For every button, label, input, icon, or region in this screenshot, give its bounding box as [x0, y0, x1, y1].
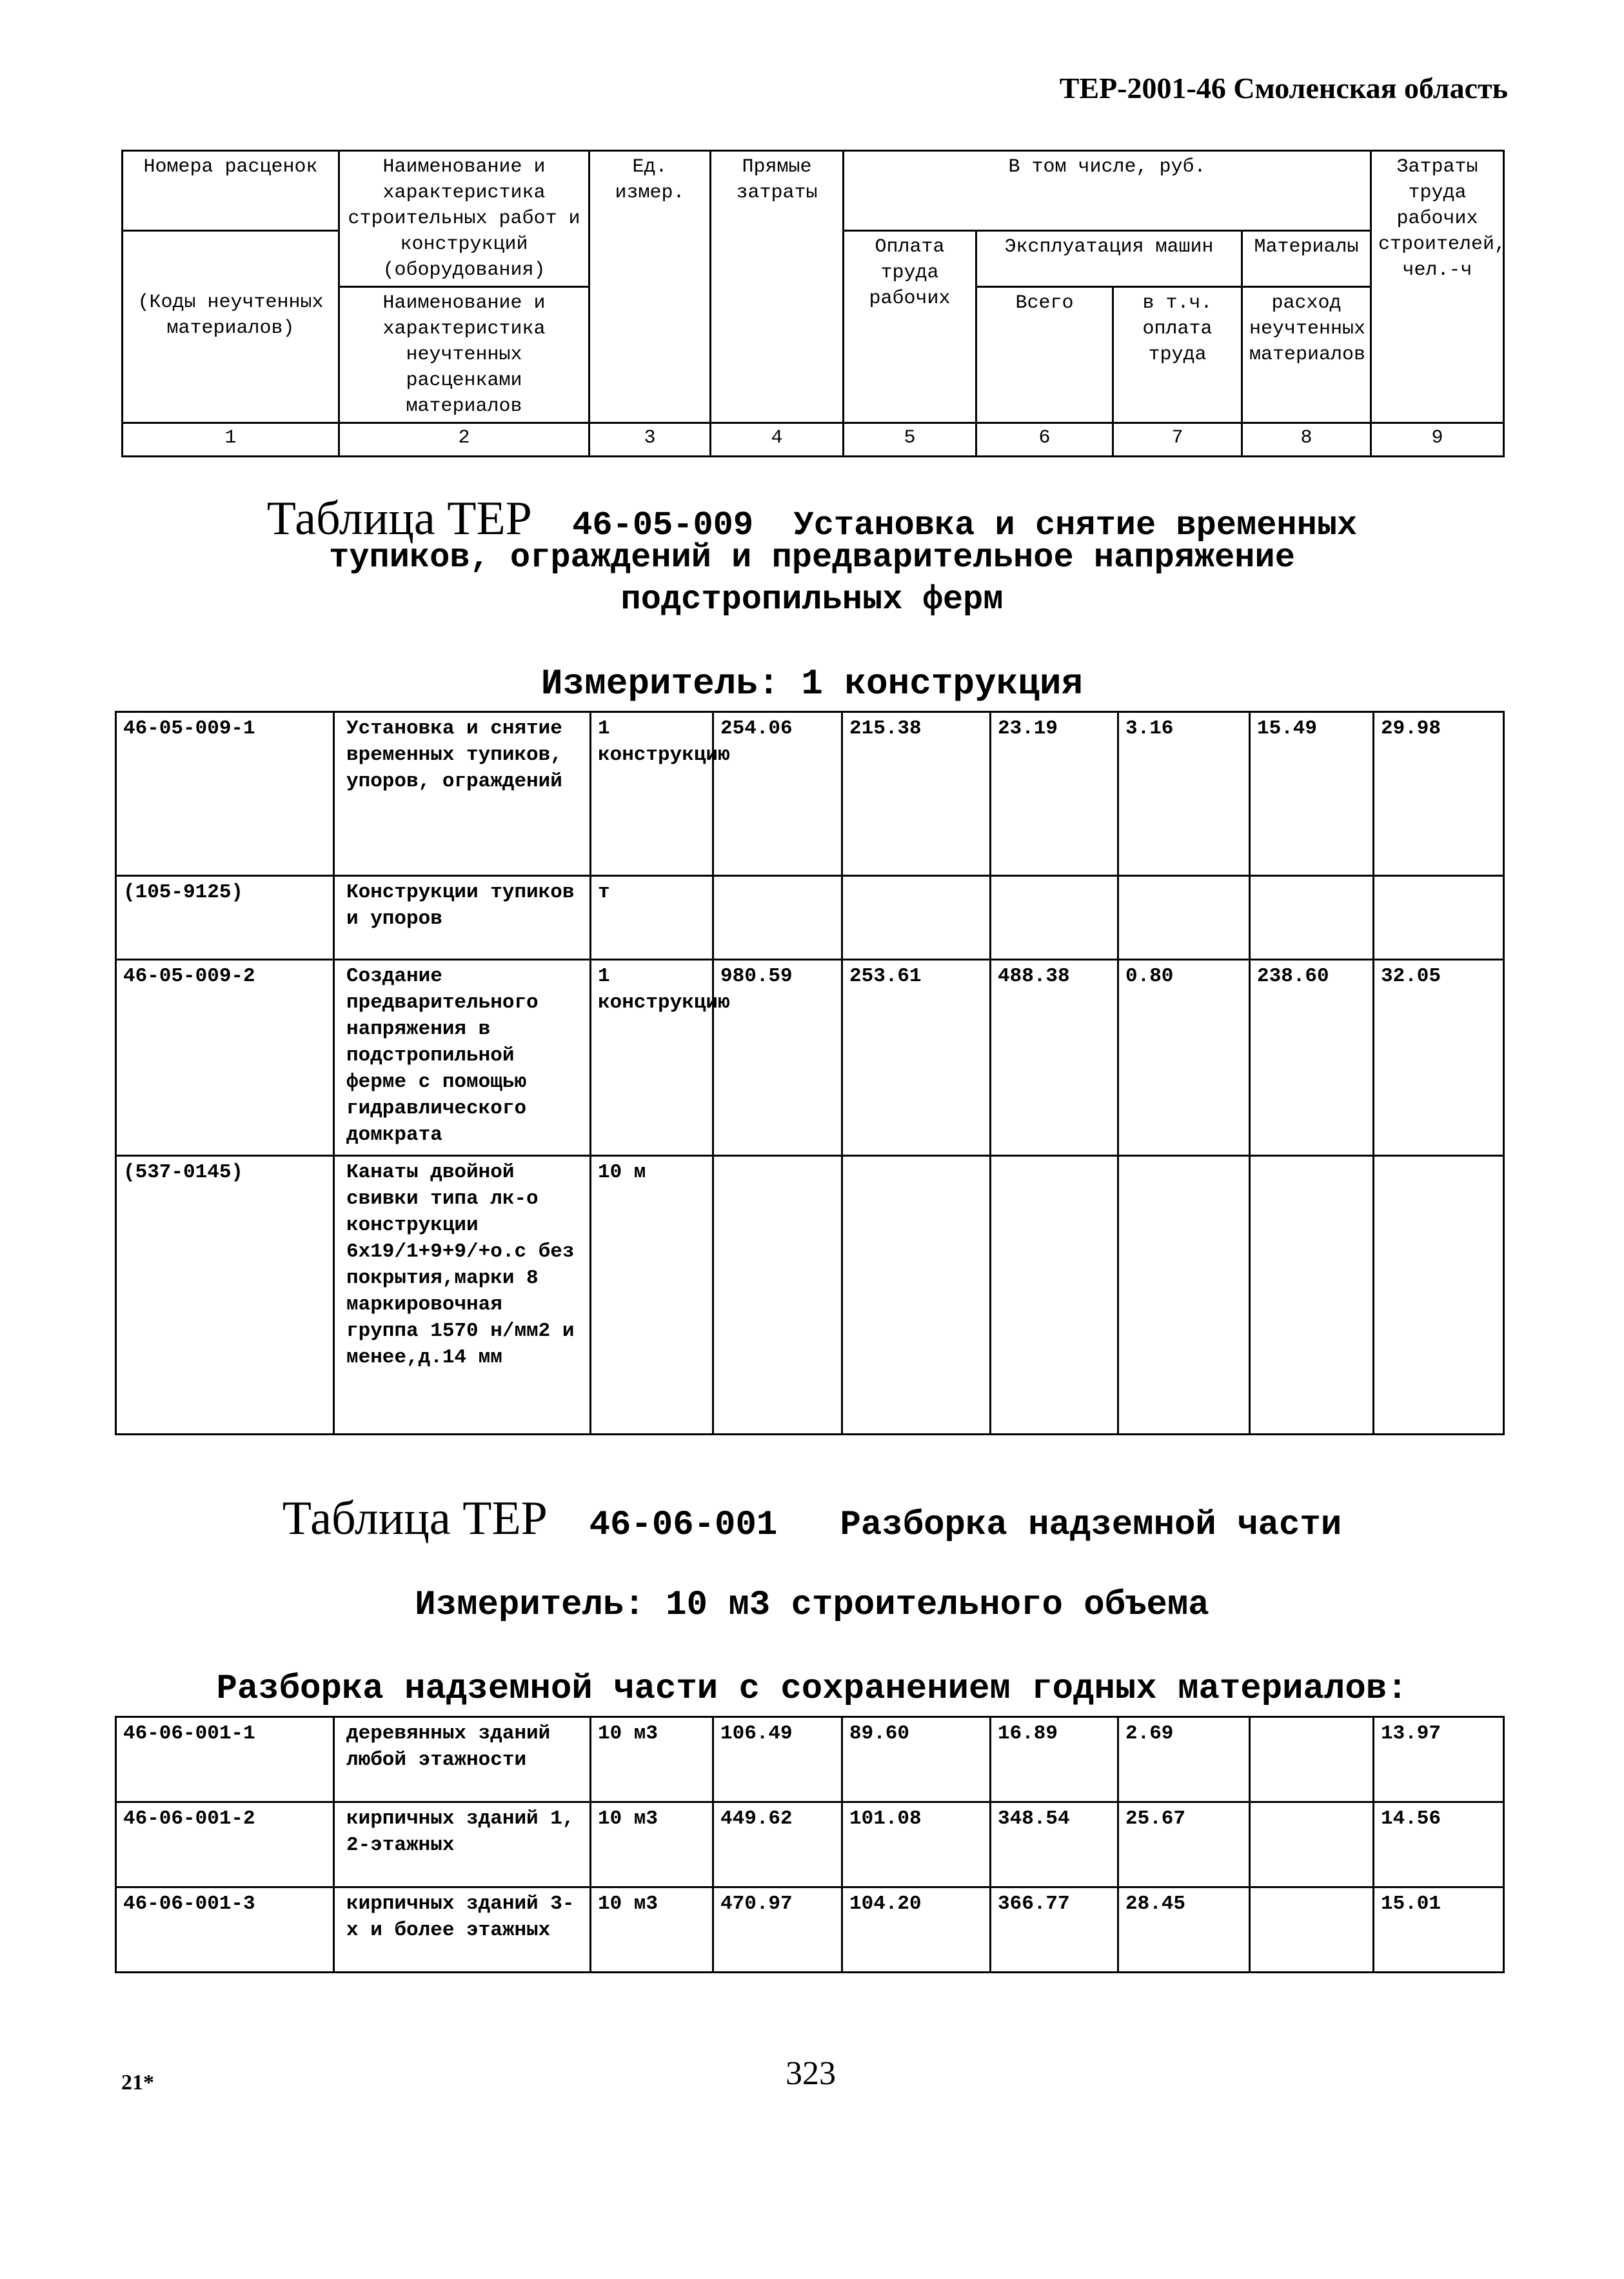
- header-materials: Материалы: [1242, 231, 1371, 287]
- table-row: [116, 1802, 1504, 1887]
- table1-meter: Измеритель: 1 конструкция: [540, 663, 1084, 704]
- column-number: 4: [711, 423, 844, 457]
- machines-total: 348.54: [991, 1802, 1118, 1887]
- table-row: [116, 1887, 1504, 1973]
- labor-pay: 101.08: [842, 1802, 991, 1887]
- machines-total: 23.19: [991, 712, 1118, 876]
- labor-pay: [842, 876, 991, 960]
- direct-cost: [713, 1156, 842, 1435]
- work-name: Установка и снятие временных тупиков, упоров, ограждений: [334, 712, 591, 876]
- column-number: 5: [844, 423, 976, 457]
- material-name: Канаты двойной свивки типа лк-о конструкции 6х19/1+9+9/+о.с без покрытия,марки 8 маркировочная группа 1570 н/мм2 и менее,д.14 мм: [334, 1156, 591, 1435]
- header-material-names: Наименование и характеристика неучтенных расценками материалов: [339, 287, 589, 423]
- header-labor-hours: Затраты труда рабочих строителей, чел.-ч: [1371, 151, 1504, 423]
- table2-title-text: Разборка надземной части: [840, 1506, 1342, 1545]
- machines-total: [991, 876, 1118, 960]
- labor-pay: 104.20: [842, 1887, 991, 1973]
- direct-cost: 470.97: [713, 1887, 842, 1973]
- materials: [1250, 876, 1374, 960]
- unit: 1 конструкцию: [591, 960, 713, 1156]
- machines-labor: 0.80: [1118, 960, 1250, 1156]
- material-code: (105-9125): [116, 876, 334, 960]
- work-name: Создание предварительного напряжения в подстропильной ферме с помощью гидравлического домкрата: [334, 960, 591, 1156]
- materials: [1250, 1156, 1374, 1435]
- header-material-codes: (Коды неучтенных материалов): [123, 287, 339, 423]
- machines-labor: [1118, 1156, 1250, 1435]
- page-number: 323: [786, 2055, 836, 2092]
- direct-cost: 980.59: [713, 960, 842, 1156]
- material-code: (537-0145): [116, 1156, 334, 1435]
- labor-hours: 32.05: [1374, 960, 1504, 1156]
- materials: 238.60: [1250, 960, 1374, 1156]
- footer-signature-mark: 21*: [121, 2071, 154, 2095]
- machines-total: 16.89: [991, 1717, 1118, 1802]
- labor-hours: 14.56: [1374, 1802, 1504, 1887]
- labor-hours: 15.01: [1374, 1887, 1504, 1973]
- materials: [1250, 1887, 1374, 1973]
- work-name: кирпичных зданий 1, 2-этажных: [334, 1802, 591, 1887]
- column-number: 3: [589, 423, 711, 457]
- unit: 10 м3: [591, 1887, 713, 1973]
- unit: 1 конструкцию: [591, 712, 713, 876]
- direct-cost: 254.06: [713, 712, 842, 876]
- table2-meter: Измеритель: 10 м3 строительного объема: [415, 1586, 1209, 1625]
- document-header: ТЕР-2001-46 Смоленская область: [1059, 72, 1508, 104]
- table1-prefix: Таблица ТЕР: [266, 492, 532, 545]
- rate-code: 46-06-001-2: [116, 1802, 334, 1887]
- unit: 10 м3: [591, 1802, 713, 1887]
- column-number: 7: [1113, 423, 1242, 457]
- column-header-table: [121, 150, 1505, 457]
- labor-hours: [1374, 876, 1504, 960]
- labor-pay: [842, 1156, 991, 1435]
- direct-cost: 449.62: [713, 1802, 842, 1887]
- direct-cost: [713, 876, 842, 960]
- materials: 15.49: [1250, 712, 1374, 876]
- machines-labor: [1118, 876, 1250, 960]
- materials: [1250, 1717, 1374, 1802]
- unit: 10 м: [591, 1156, 713, 1435]
- machines-labor: 28.45: [1118, 1887, 1250, 1973]
- table1-title-line3: подстропильных ферм: [620, 581, 1004, 619]
- table2-code: 46-06-001: [589, 1506, 778, 1545]
- table-row: [116, 712, 1504, 876]
- header-unit: Ед. измер.: [589, 151, 711, 423]
- work-name: кирпичных зданий 3-х и более этажных: [334, 1887, 591, 1973]
- labor-pay: 253.61: [842, 960, 991, 1156]
- table-row: [116, 1717, 1504, 1802]
- header-rate-number: Номера расценок: [123, 151, 339, 231]
- rates-table-46-06-001: [115, 1716, 1505, 1973]
- table-row: [116, 1156, 1504, 1435]
- unit: 10 м3: [591, 1717, 713, 1802]
- rate-code: 46-05-009-1: [116, 712, 334, 876]
- column-number: 2: [339, 423, 589, 457]
- labor-pay: 215.38: [842, 712, 991, 876]
- table2-title: [0, 1491, 1624, 1546]
- rate-code: 46-05-009-2: [116, 960, 334, 1156]
- unit: т: [591, 876, 713, 960]
- rate-code: 46-06-001-3: [116, 1887, 334, 1973]
- table1-title-line2: тупиков, ограждений и предварительное напряжение: [329, 539, 1295, 577]
- machines-labor: 25.67: [1118, 1802, 1250, 1887]
- labor-pay: 89.60: [842, 1717, 991, 1802]
- table1-title-line1: Установка и снятие временных: [793, 506, 1358, 544]
- machines-labor: 2.69: [1118, 1717, 1250, 1802]
- column-number: 8: [1242, 423, 1371, 457]
- table-row: [116, 960, 1504, 1156]
- rate-code: 46-06-001-1: [116, 1717, 334, 1802]
- direct-cost: 106.49: [713, 1717, 842, 1802]
- table2-subheading: Разборка надземной части с сохранением годных материалов:: [216, 1669, 1408, 1709]
- machines-total: 488.38: [991, 960, 1118, 1156]
- header-rate-number-spacer: [123, 231, 339, 287]
- machines-total: [991, 1156, 1118, 1435]
- header-direct-cost: Прямые затраты: [711, 151, 844, 423]
- header-machines: Эксплуатация машин: [976, 231, 1242, 287]
- labor-hours: [1374, 1156, 1504, 1435]
- column-number: 1: [123, 423, 339, 457]
- header-machines-labor: в т.ч. оплата труда: [1113, 287, 1242, 423]
- machines-total: 366.77: [991, 1887, 1118, 1973]
- labor-hours: 13.97: [1374, 1717, 1504, 1802]
- header-labor-pay: Оплата труда рабочих: [844, 231, 976, 423]
- header-work-name: Наименование и характеристика строительных работ и конструкций (оборудования): [339, 151, 589, 287]
- labor-hours: 29.98: [1374, 712, 1504, 876]
- header-machines-total: Всего: [976, 287, 1113, 423]
- work-name: деревянных зданий любой этажности: [334, 1717, 591, 1802]
- column-number: 6: [976, 423, 1113, 457]
- material-name: Конструкции тупиков и упоров: [334, 876, 591, 960]
- column-number: 9: [1371, 423, 1504, 457]
- header-unaccounted-materials: расход неучтенных материалов: [1242, 287, 1371, 423]
- header-including: В том числе, руб.: [844, 151, 1371, 231]
- table2-prefix: Таблица ТЕР: [282, 1492, 548, 1545]
- rates-table-46-05-009: [115, 711, 1505, 1435]
- materials: [1250, 1802, 1374, 1887]
- table1-code: 46-05-009: [572, 506, 754, 544]
- machines-labor: 3.16: [1118, 712, 1250, 876]
- table-row: [116, 876, 1504, 960]
